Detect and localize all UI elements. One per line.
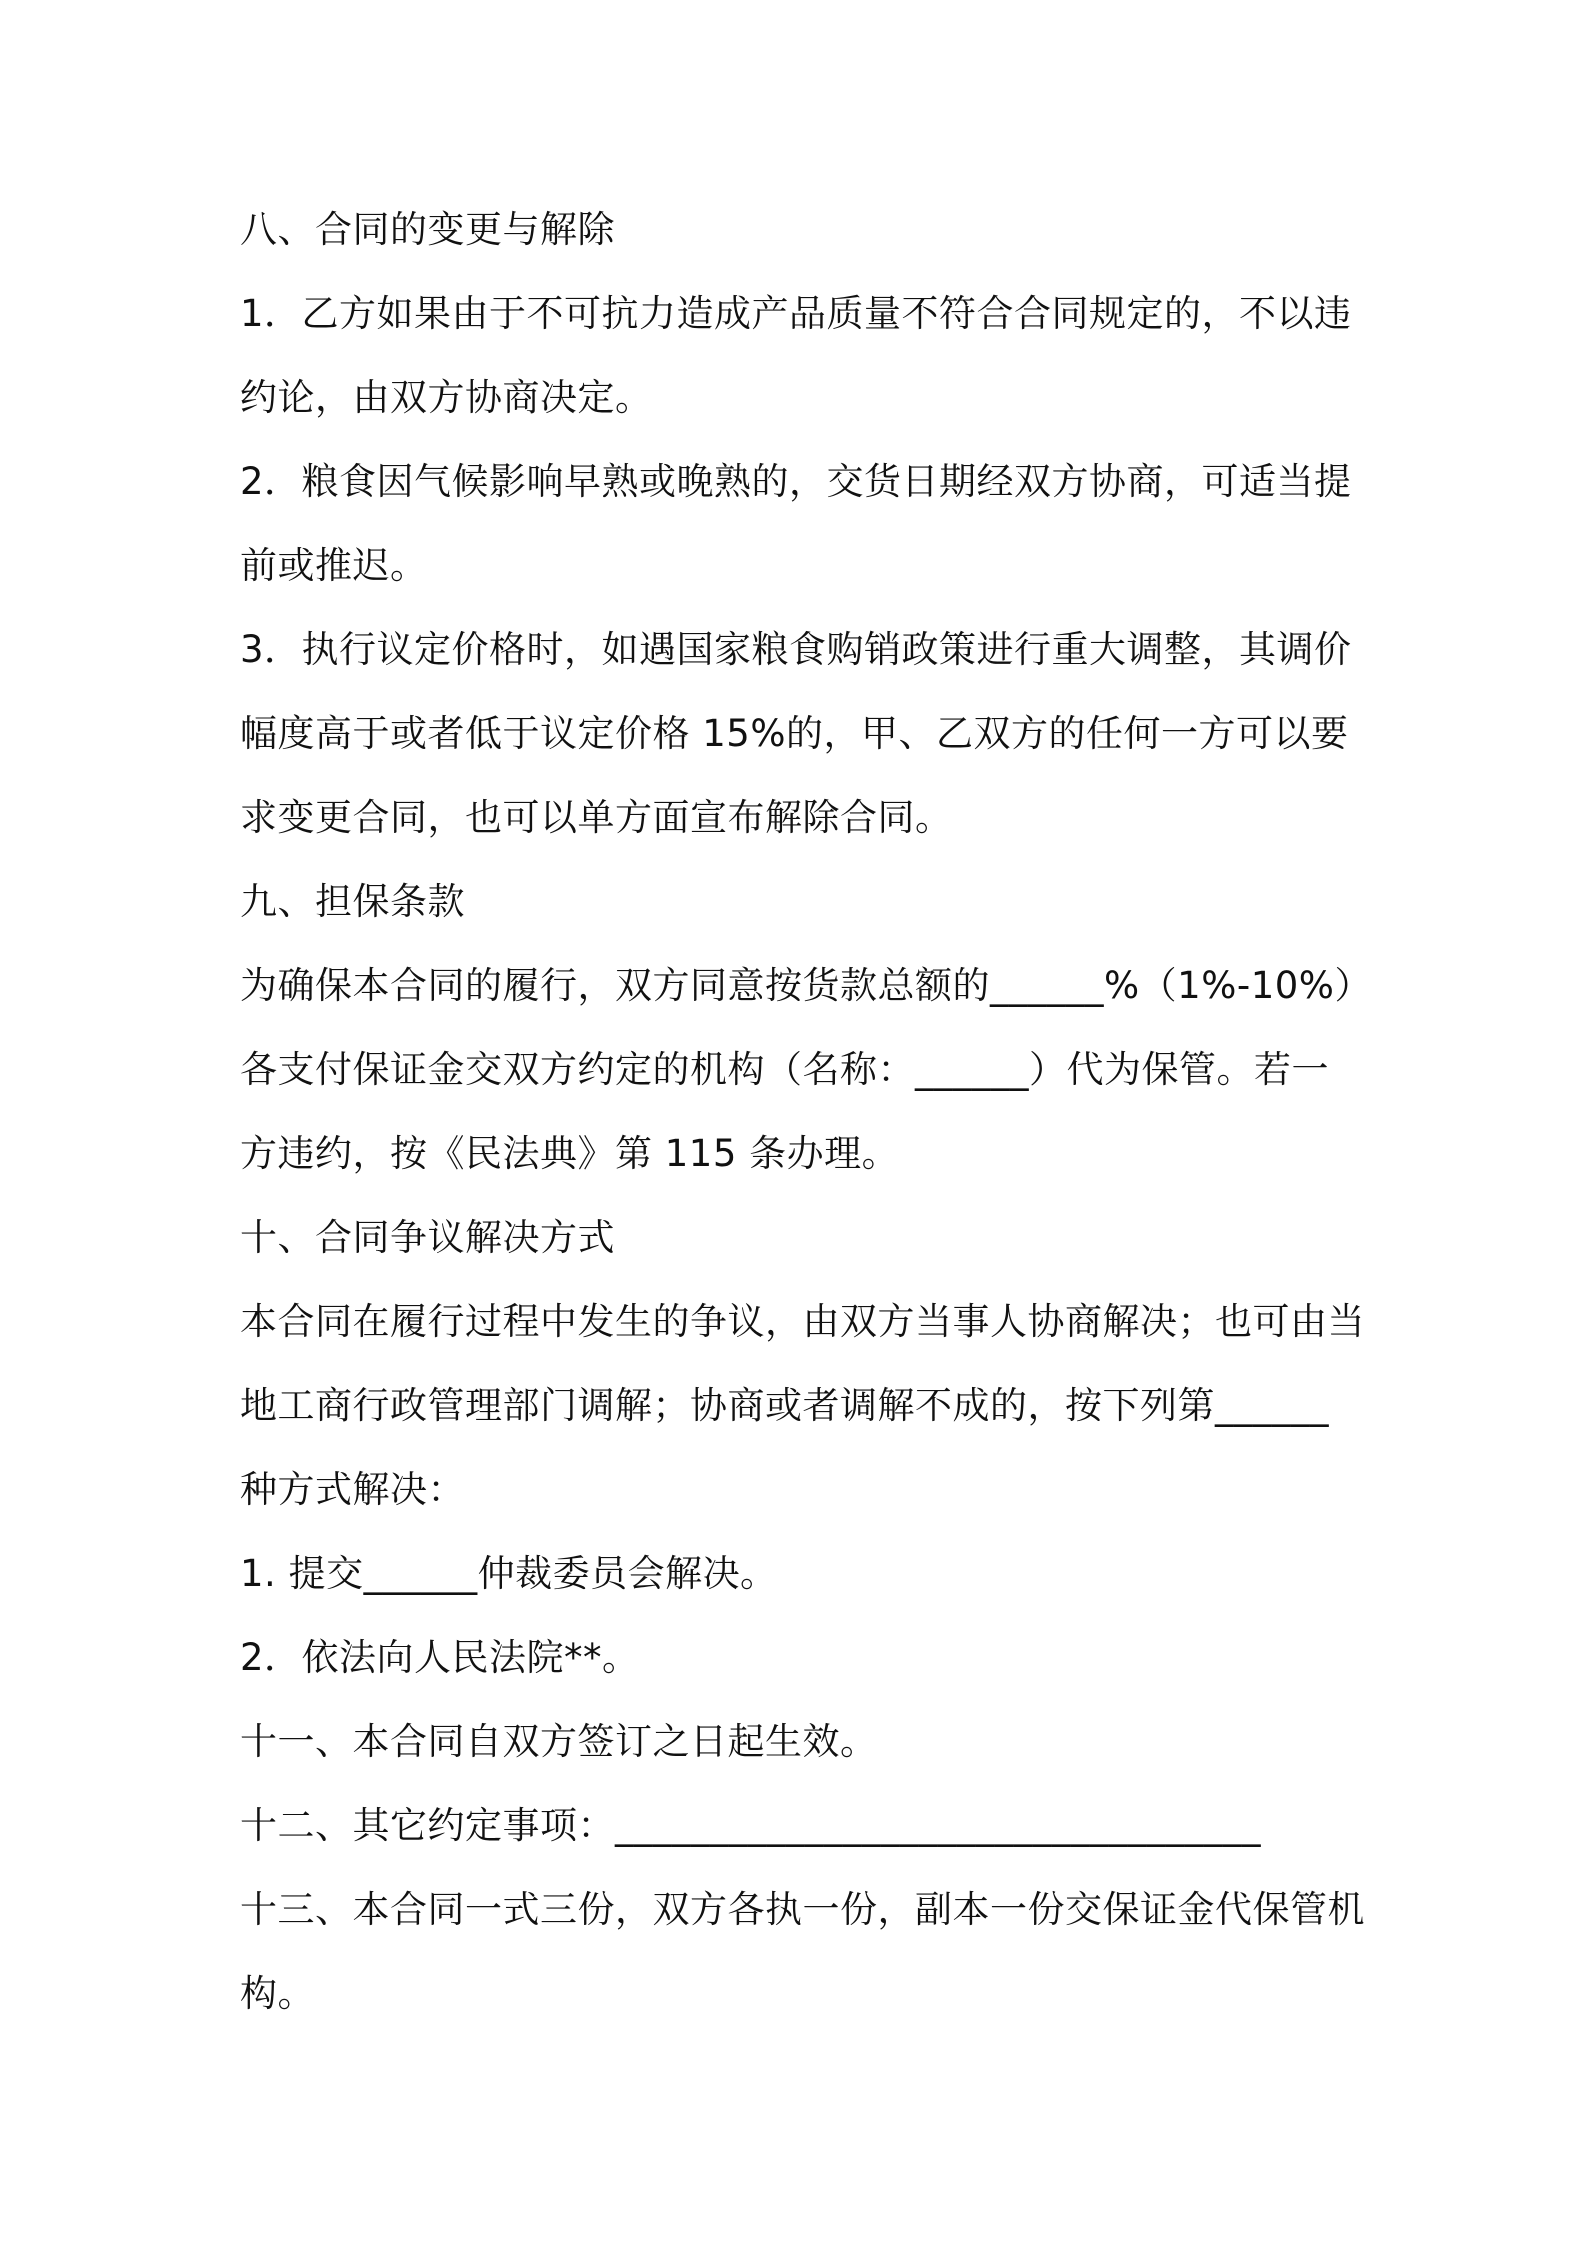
section-heading-11: 十一、本合同自双方签订之日起生效。	[240, 1720, 878, 1763]
clause-8-2-line-1: 2．粮食因气候影响早熟或晚熟的，交货日期经双方协商，可适当提	[240, 460, 1352, 503]
contract-body	[240, 188, 1372, 2036]
section-heading-13-line-2: 构。	[240, 1972, 315, 2015]
section-heading-12: 十二、其它约定事项：__________________________________	[240, 1804, 1261, 1847]
clause-8-2-line-2: 前或推迟。	[240, 544, 428, 587]
clause-10-line-3: 种方式解决：	[240, 1468, 465, 1511]
section-heading-9: 九、担保条款	[240, 880, 465, 923]
clause-9-line-1: 为确保本合同的履行，双方同意按货款总额的______%（1%-10%）	[240, 964, 1372, 1007]
clause-8-3-line-2: 幅度高于或者低于议定价格 15%的，甲、乙双方的任何一方可以要	[240, 712, 1349, 755]
clause-9-line-2: 各支付保证金交双方约定的机构（名称：______）代为保管。若一	[240, 1048, 1329, 1091]
clause-8-3-line-3: 求变更合同，也可以单方面宣布解除合同。	[240, 796, 953, 839]
clause-10-option-2: 2．依法向人民法院**。	[240, 1636, 640, 1679]
clause-10-option-1: 1. 提交______仲裁委员会解决。	[240, 1552, 778, 1595]
clause-8-3-line-1: 3．执行议定价格时，如遇国家粮食购销政策进行重大调整，其调价	[240, 628, 1352, 671]
clause-9-line-3: 方违约，按《民法典》第 115 条办理。	[240, 1132, 900, 1175]
clause-10-line-2: 地工商行政管理部门调解；协商或者调解不成的，按下列第______	[240, 1384, 1329, 1427]
clause-8-1-line-2: 约论，由双方协商决定。	[240, 376, 653, 419]
clause-10-line-1: 本合同在履行过程中发生的争议，由双方当事人协商解决；也可由当	[240, 1300, 1365, 1343]
clause-8-1-line-1: 1．乙方如果由于不可抗力造成产品质量不符合合同规定的，不以违	[240, 292, 1352, 335]
section-heading-10: 十、合同争议解决方式	[240, 1216, 615, 1259]
section-heading-8: 八、合同的变更与解除	[240, 208, 615, 251]
section-heading-13-line-1: 十三、本合同一式三份，双方各执一份，副本一份交保证金代保管机	[240, 1888, 1365, 1931]
